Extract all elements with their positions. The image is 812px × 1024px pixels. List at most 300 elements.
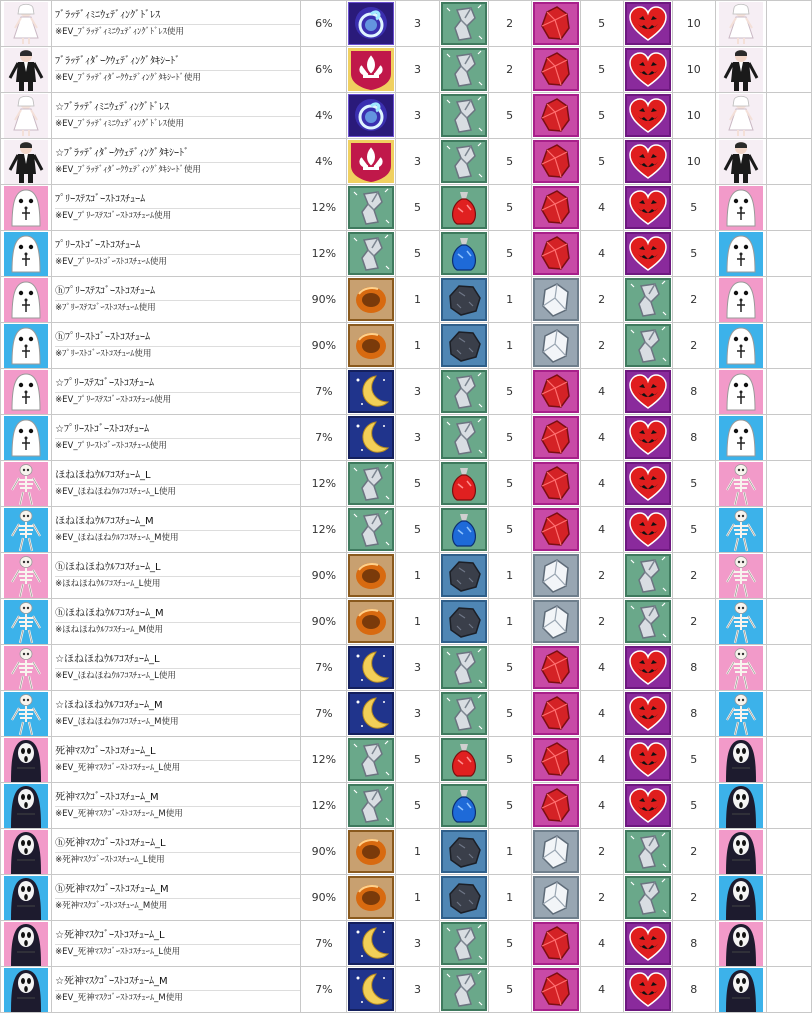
result-thumbnail [719,186,763,230]
red-pouch-icon [441,186,487,229]
skeleton-avatar [719,692,763,736]
costume-thumbnail [4,554,48,598]
costume-thumbnail [4,508,48,552]
white-crystal-icon [533,830,579,873]
reaper-avatar [4,784,48,828]
material-1-quantity: 1 [396,323,439,369]
material-2-quantity: 1 [488,829,531,875]
result-thumbnail [719,416,763,460]
material-4-quantity: 10 [672,93,715,139]
material-1-quantity: 3 [396,415,439,461]
red-gem-icon [533,94,579,137]
reaper-avatar [4,830,48,874]
red-gem-icon [533,968,579,1011]
material-4-quantity: 10 [672,47,715,93]
fleur-de-lis-icon [348,140,394,183]
silver-shard-icon [348,508,394,551]
material-4-quantity: 2 [672,553,715,599]
result-thumbnail [719,508,763,552]
ghost-avatar [719,324,763,368]
table-row [1,185,812,231]
material-2-quantity: 1 [488,277,531,323]
material-2-quantity: 2 [488,47,531,93]
material-1-quantity: 1 [396,277,439,323]
result-thumbnail [719,738,763,782]
material-1-quantity: 3 [396,645,439,691]
costume-thumbnail [4,232,48,276]
success-rate: 90% [301,829,347,875]
costume-note: ※EV_ﾌﾟﾘｰｽﾃｽｺﾞｰｽﾄｺｽﾁｭｰﾑ使用 [55,208,300,222]
ghost-avatar [4,186,48,230]
material-4-quantity: 8 [672,369,715,415]
costume-name: ほねほねｳﾙﾌｺｽﾁｭｰﾑ_M [55,516,154,527]
silver-shard-icon [625,830,671,873]
skeleton-avatar [719,600,763,644]
costume-note: ※死神ﾏｽｸｺﾞｰｽﾄｺｽﾁｭｰﾑ_M使用 [55,898,300,912]
white-dress-avatar [719,2,763,46]
table-row [1,921,812,967]
success-rate: 90% [301,553,347,599]
costume-name: 死神ﾏｽｸｺﾞｰｽﾄｺｽﾁｭｰﾑ_L [55,746,156,757]
costume-name: ⓗほねほねｳﾙﾌｺｽﾁｭｰﾑ_L [55,562,161,573]
costume-thumbnail [4,968,48,1012]
silver-shard-icon [625,324,671,367]
costume-note: ※EV_ほねほねｳﾙﾌｺｽﾁｭｰﾑ_L使用 [55,484,300,498]
dark-tuxedo-avatar [4,140,48,184]
costume-thumbnail [4,784,48,828]
costume-note: ※EV_死神ﾏｽｸｺﾞｰｽﾄｺｽﾁｭｰﾑ_M使用 [55,990,300,1004]
reaper-avatar [719,876,763,920]
table-row [1,645,812,691]
material-3-quantity: 4 [580,369,623,415]
white-crystal-icon [533,324,579,367]
table-row [1,323,812,369]
material-3-quantity: 2 [580,553,623,599]
silver-shard-icon [441,922,487,965]
result-thumbnail [719,876,763,920]
pumpkin-heart-icon [625,738,671,781]
material-4-quantity: 8 [672,645,715,691]
blue-pouch-icon [441,508,487,551]
material-4-quantity: 5 [672,461,715,507]
result-thumbnail [719,278,763,322]
material-2-quantity: 5 [488,967,531,1013]
material-1-quantity: 1 [396,599,439,645]
success-rate: 7% [301,415,347,461]
ghost-avatar [4,370,48,414]
result-thumbnail [719,232,763,276]
white-dress-avatar [719,94,763,138]
material-3-quantity: 2 [580,599,623,645]
pumpkin-heart-icon [625,416,671,459]
white-crystal-icon [533,600,579,643]
red-gem-icon [533,738,579,781]
success-rate: 6% [301,1,347,47]
success-rate: 7% [301,967,347,1013]
material-3-quantity: 4 [580,921,623,967]
result-thumbnail [719,370,763,414]
material-2-quantity: 5 [488,185,531,231]
success-rate: 12% [301,507,347,553]
costume-thumbnail [4,462,48,506]
material-2-quantity: 5 [488,507,531,553]
pumpkin-heart-icon [625,94,671,137]
costume-note: ※死神ﾏｽｸｺﾞｰｽﾄｺｽﾁｭｰﾑ_L使用 [55,852,300,866]
costume-thumbnail [4,48,48,92]
table-row [1,369,812,415]
pumpkin-heart-icon [625,968,671,1011]
result-thumbnail [719,968,763,1012]
silver-shard-icon [625,600,671,643]
red-gem-icon [533,922,579,965]
costume-thumbnail [4,324,48,368]
skeleton-avatar [719,554,763,598]
success-rate: 90% [301,599,347,645]
material-4-quantity: 8 [672,691,715,737]
result-thumbnail [719,646,763,690]
costume-name: ⓗ死神ﾏｽｸｺﾞｰｽﾄｺｽﾁｭｰﾑ_L [55,838,166,849]
ghost-avatar [719,278,763,322]
amber-ring-icon [348,278,394,321]
costume-thumbnail [4,416,48,460]
silver-shard-icon [625,876,671,919]
table-row [1,691,812,737]
skeleton-avatar [4,600,48,644]
dark-tuxedo-avatar [719,48,763,92]
costume-note: ※ほねほねｳﾙﾌｺｽﾁｭｰﾑ_M使用 [55,622,300,636]
costume-thumbnail [4,876,48,920]
ghost-avatar [4,416,48,460]
costume-thumbnail [4,830,48,874]
reaper-avatar [719,922,763,966]
material-1-quantity: 1 [396,829,439,875]
red-gem-icon [533,48,579,91]
silver-shard-icon [348,784,394,827]
material-2-quantity: 5 [488,415,531,461]
red-pouch-icon [441,462,487,505]
blue-pouch-icon [441,784,487,827]
skeleton-avatar [4,554,48,598]
success-rate: 6% [301,47,347,93]
result-thumbnail [719,462,763,506]
table-row [1,507,812,553]
costume-name: ☆死神ﾏｽｸｺﾞｰｽﾄｺｽﾁｭｰﾑ_L [55,930,165,941]
success-rate: 7% [301,369,347,415]
red-gem-icon [533,508,579,551]
skeleton-avatar [4,462,48,506]
material-3-quantity: 5 [580,93,623,139]
result-thumbnail [719,94,763,138]
material-1-quantity: 5 [396,507,439,553]
amber-ring-icon [348,324,394,367]
costume-note: ※EV_ﾌﾟﾘｰｽﾄｺﾞｰｽﾄｺｽﾁｭｰﾑ使用 [55,438,300,452]
ghost-avatar [719,186,763,230]
costume-note: ※EV_ﾌﾞﾗｯﾃﾞｨﾀﾞｰｸｳｪﾃﾞｨﾝｸﾞﾀｷｼｰﾄﾞ使用 [55,162,300,176]
material-1-quantity: 5 [396,737,439,783]
result-thumbnail [719,830,763,874]
pumpkin-heart-icon [625,2,671,45]
silver-shard-icon [348,738,394,781]
pumpkin-heart-icon [625,784,671,827]
silver-shard-icon [441,2,487,45]
silver-shard-icon [348,232,394,275]
material-4-quantity: 5 [672,783,715,829]
amber-ring-icon [348,554,394,597]
crescent-moon-icon [348,646,394,689]
material-2-quantity: 1 [488,323,531,369]
red-gem-icon [533,370,579,413]
fleur-de-lis-icon [348,48,394,91]
result-thumbnail [719,554,763,598]
material-3-quantity: 4 [580,645,623,691]
red-gem-icon [533,140,579,183]
skeleton-avatar [719,508,763,552]
material-1-quantity: 3 [396,691,439,737]
pumpkin-heart-icon [625,922,671,965]
table-row [1,967,812,1013]
material-4-quantity: 2 [672,323,715,369]
success-rate: 12% [301,737,347,783]
costume-note: ※EV_ﾌﾞﾗｯﾃﾞｨﾀﾞｰｸｳｪﾃﾞｨﾝｸﾞﾀｷｼｰﾄﾞ使用 [55,70,300,84]
crescent-moon-icon [348,416,394,459]
silver-shard-icon [441,416,487,459]
costume-name: 死神ﾏｽｸｺﾞｰｽﾄｺｽﾁｭｰﾑ_M [55,792,159,803]
result-thumbnail [719,600,763,644]
table-row [1,599,812,645]
success-rate: 90% [301,277,347,323]
success-rate: 12% [301,783,347,829]
white-crystal-icon [533,278,579,321]
costume-note: ※EV_ﾌﾟﾘｰｽﾄｺﾞｰｽﾄｺｽﾁｭｰﾑ使用 [55,254,300,268]
costume-name: ☆ほねほねｳﾙﾌｺｽﾁｭｰﾑ_M [55,700,163,711]
material-3-quantity: 2 [580,323,623,369]
material-2-quantity: 5 [488,645,531,691]
pumpkin-heart-icon [625,692,671,735]
ghost-avatar [4,278,48,322]
result-thumbnail [719,140,763,184]
costume-note: ※EV_ほねほねｳﾙﾌｺｽﾁｭｰﾑ_M使用 [55,714,300,728]
red-gem-icon [533,784,579,827]
silver-shard-icon [441,140,487,183]
material-4-quantity: 8 [672,415,715,461]
silver-shard-icon [441,94,487,137]
skeleton-avatar [719,462,763,506]
material-2-quantity: 5 [488,231,531,277]
pumpkin-heart-icon [625,646,671,689]
costume-note: ※EV_ほねほねｳﾙﾌｺｽﾁｭｰﾑ_L使用 [55,668,300,682]
silver-shard-icon [441,370,487,413]
reaper-avatar [719,738,763,782]
costume-thumbnail [4,922,48,966]
costume-name: ⓗ死神ﾏｽｸｺﾞｰｽﾄｺｽﾁｭｰﾑ_M [55,884,169,895]
pumpkin-heart-icon [625,186,671,229]
material-1-quantity: 3 [396,1,439,47]
material-3-quantity: 2 [580,829,623,875]
costume-note: ※ほねほねｳﾙﾌｺｽﾁｭｰﾑ_L使用 [55,576,300,590]
material-3-quantity: 2 [580,277,623,323]
table-row [1,875,812,921]
dark-ore-icon [441,600,487,643]
crescent-moon-icon [348,968,394,1011]
success-rate: 90% [301,323,347,369]
result-thumbnail [719,48,763,92]
amber-ring-icon [348,830,394,873]
costume-note: ※EV_死神ﾏｽｸｺﾞｰｽﾄｺｽﾁｭｰﾑ_L使用 [55,760,300,774]
silver-shard-icon [441,692,487,735]
material-3-quantity: 4 [580,185,623,231]
costume-name: ☆死神ﾏｽｸｺﾞｰｽﾄｺｽﾁｭｰﾑ_M [55,976,168,987]
red-pouch-icon [441,738,487,781]
reaper-avatar [4,738,48,782]
material-4-quantity: 5 [672,737,715,783]
pumpkin-heart-icon [625,140,671,183]
table-row [1,737,812,783]
ghost-avatar [4,324,48,368]
material-1-quantity: 1 [396,553,439,599]
material-4-quantity: 10 [672,139,715,185]
material-1-quantity: 3 [396,921,439,967]
red-gem-icon [533,186,579,229]
costume-thumbnail [4,646,48,690]
red-gem-icon [533,2,579,45]
costume-name: ⓗﾌﾟﾘｰｽﾄｺﾞｰｽﾄｺｽﾁｭｰﾑ [55,332,151,343]
material-2-quantity: 5 [488,921,531,967]
material-2-quantity: 1 [488,875,531,921]
material-2-quantity: 5 [488,369,531,415]
material-3-quantity: 4 [580,691,623,737]
costume-note: ※EV_死神ﾏｽｸｺﾞｰｽﾄｺｽﾁｭｰﾑ_L使用 [55,944,300,958]
material-2-quantity: 1 [488,599,531,645]
pumpkin-heart-icon [625,462,671,505]
costume-name: ⓗﾌﾟﾘｰｽﾃｽｺﾞｰｽﾄｺｽﾁｭｰﾑ [55,286,156,297]
costume-thumbnail [4,140,48,184]
costume-thumbnail [4,370,48,414]
dark-ore-icon [441,278,487,321]
blue-swirl-icon [348,2,394,45]
costume-thumbnail [4,600,48,644]
table-row [1,93,812,139]
costume-name: ﾌﾞﾗｯﾃﾞｨﾀﾞｰｸｳｪﾃﾞｨﾝｸﾞﾀｷｼｰﾄﾞ [55,56,181,67]
material-3-quantity: 4 [580,737,623,783]
material-2-quantity: 5 [488,461,531,507]
dark-tuxedo-avatar [719,140,763,184]
costume-note: ※ﾌﾟﾘｰｽﾄｺﾞｰｽﾄｺｽﾁｭｰﾑ使用 [55,346,300,360]
blue-pouch-icon [441,232,487,275]
costume-thumbnail [4,692,48,736]
costume-name: ﾌﾟﾘｰｽﾃｽｺﾞｰｽﾄｺｽﾁｭｰﾑ [55,194,146,205]
silver-shard-icon [441,48,487,91]
material-3-quantity: 2 [580,875,623,921]
silver-shard-icon [441,646,487,689]
red-gem-icon [533,416,579,459]
pumpkin-heart-icon [625,232,671,275]
material-4-quantity: 10 [672,1,715,47]
material-4-quantity: 5 [672,185,715,231]
result-thumbnail [719,2,763,46]
costume-name: ﾌﾟﾘｰｽﾄｺﾞｰｽﾄｺｽﾁｭｰﾑ [55,240,141,251]
material-2-quantity: 5 [488,783,531,829]
material-2-quantity: 5 [488,737,531,783]
silver-shard-icon [625,278,671,321]
blue-swirl-icon [348,94,394,137]
costume-note: ※EV_ほねほねｳﾙﾌｺｽﾁｭｰﾑ_M使用 [55,530,300,544]
success-rate: 4% [301,139,347,185]
success-rate: 7% [301,921,347,967]
silver-shard-icon [441,968,487,1011]
success-rate: 90% [301,875,347,921]
costume-note: ※EV_ﾌﾞﾗｯﾃﾞｨﾐﾆｳｪﾃﾞｨﾝｸﾞﾄﾞﾚｽ使用 [55,24,300,38]
material-3-quantity: 4 [580,783,623,829]
material-4-quantity: 5 [672,231,715,277]
material-3-quantity: 5 [580,139,623,185]
red-gem-icon [533,646,579,689]
costume-note: ※EV_ﾌﾞﾗｯﾃﾞｨﾐﾆｳｪﾃﾞｨﾝｸﾞﾄﾞﾚｽ使用 [55,116,300,130]
material-2-quantity: 1 [488,553,531,599]
crescent-moon-icon [348,692,394,735]
material-1-quantity: 5 [396,461,439,507]
skeleton-avatar [4,646,48,690]
material-1-quantity: 3 [396,139,439,185]
material-4-quantity: 8 [672,921,715,967]
amber-ring-icon [348,600,394,643]
silver-shard-icon [625,554,671,597]
material-3-quantity: 5 [580,1,623,47]
table-row [1,231,812,277]
material-3-quantity: 4 [580,231,623,277]
material-4-quantity: 8 [672,967,715,1013]
material-4-quantity: 2 [672,829,715,875]
pumpkin-heart-icon [625,48,671,91]
dark-tuxedo-avatar [4,48,48,92]
dark-ore-icon [441,324,487,367]
skeleton-avatar [4,692,48,736]
result-thumbnail [719,692,763,736]
success-rate: 4% [301,93,347,139]
material-1-quantity: 3 [396,47,439,93]
material-1-quantity: 3 [396,369,439,415]
result-thumbnail [719,784,763,828]
costume-thumbnail [4,186,48,230]
reaper-avatar [4,876,48,920]
material-4-quantity: 2 [672,277,715,323]
reaper-avatar [4,922,48,966]
success-rate: 7% [301,645,347,691]
costume-name: ⓗほねほねｳﾙﾌｺｽﾁｭｰﾑ_M [55,608,164,619]
red-gem-icon [533,232,579,275]
ghost-avatar [719,416,763,460]
table-row [1,553,812,599]
white-dress-avatar [4,94,48,138]
costume-thumbnail [4,2,48,46]
pumpkin-heart-icon [625,508,671,551]
material-2-quantity: 5 [488,93,531,139]
material-2-quantity: 5 [488,139,531,185]
ghost-avatar [719,232,763,276]
reaper-avatar [719,784,763,828]
pumpkin-heart-icon [625,370,671,413]
costume-thumbnail [4,278,48,322]
silver-shard-icon [348,186,394,229]
dark-ore-icon [441,876,487,919]
silver-shard-icon [348,462,394,505]
material-3-quantity: 4 [580,507,623,553]
crescent-moon-icon [348,370,394,413]
ghost-avatar [719,370,763,414]
red-gem-icon [533,462,579,505]
red-gem-icon [533,692,579,735]
skeleton-avatar [719,646,763,690]
costume-name: ☆ﾌﾟﾘｰｽﾄｺﾞｰｽﾄｺｽﾁｭｰﾑ [55,424,150,435]
